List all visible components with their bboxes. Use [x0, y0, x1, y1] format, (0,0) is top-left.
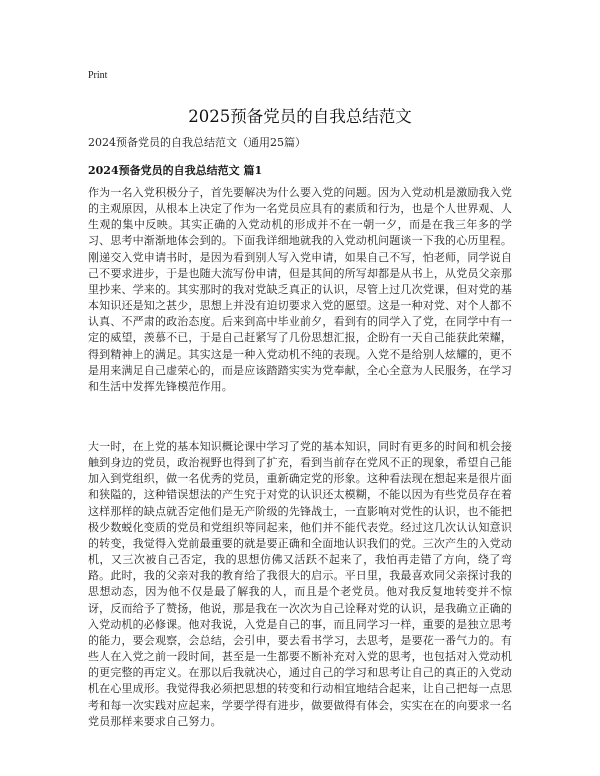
body-paragraph-1: 作为一名入党积极分子，首先要解决为什么要入党的问题。因为入党动机是激励我入党的主观原因，从根本上决定了作为一名党员应具有的素质和行为，也是个人世界观、人生观的集中反映。其实正确的入党动机的形成并不在一朝一夕，而是在我三年多的学习、思考中渐渐地体会到的。下面我详细地就我的入党动机问题谈一下我的心历里程。刚递交入党申请书时，是因为看到别人写入党申请，如果自己不写，怕老师，同学说自己不要求进步，于是也随大流写份申请，但是其间的所写却都是从书上，从党员父亲那里抄来、学来的。其实那时的我对党缺乏真正的认识，尽管上过几次党课，但对党的基本知识还是知之甚少，思想上并没有迫切要求入党的愿望。这是一种对党、对个人都不认真、不严肃的政治态度。后来到高中毕业前夕，看到有的同学入了党，在同学中有一定的威望，羡慕不已，于是自己赶紧写了几份思想汇报，企盼有一天自己能获此荣耀，得到精神上的满足。其实这是一种入党动机不纯的表现。入党不是给别人炫耀的，更不是用来满足自己虚荣心的，而是应该踏踏实实为党奉献，全心全意为人民服务，在学习和生活中发挥先锋模范作用。: [88, 186, 512, 393]
page-title: 2025预备党员的自我总结范文: [188, 107, 412, 126]
document-subtitle: 2024预备党员的自我总结范文（通用25篇）: [88, 136, 306, 149]
body-paragraph-2: 大一时，在上党的基本知识概论课中学习了党的基本知识，同时有更多的时间和机会接触到身边的党员，政治视野也得到了扩充，看到当前存在党风不正的现象，希望自己能加入到党组织，做一名优秀的党员，重新确定党的形象。这种看法现在想起来是很片面和狭隘的，这种错误想法的产生究于对党的认识还太模糊，不能以因为有些党员存在着这样那样的缺点就否定他们是无产阶级的先锋战士，一直影响对党性的认识，也不能把极少数蜕化变质的党员和党组织等同起来，他们并不能代表党。经过这几次认认知意识的转变，我觉得入党前最重要的就是要正确和全面地认识我们的党。三次产生的入党动机，又三次被自己否定，我的思想仿佛又活跃不起来了，我怕再走错了方向，绕了弯路。此时，我的父亲对我的教育给了我很大的启示。平日里，我最喜欢同父亲探讨我的思想动态，因为他不仅是最了解我的人，而且是个老党员。他对我反复地转变并不惊讶，反而给予了赞扬，他说，那是我在一次次为自己诠释对党的认识，是我确立正确的入党动机的必修课。他对我说，入党是自己的事，而且同学习一样，重要的是独立思考的能力，要会观察，会总结，会引申，要去看书学习，去思考，是要花一番气力的。有些人在入党之前一段时间，甚至是一生都要不断补充对入党的思考，也包括对入党动机的更完整的再定义。在那以后我就决心，通过自己的学习和思考让自己的真正的入党动机在心里成形。我觉得我必须把思想的转变和行动相宜地结合起来，让自己把每一点思考和每一次实践对应起来，学要学得有进步，做要做得有体会，实实在在的向要求一名党员那样来要求自己努力。: [88, 440, 512, 728]
section-heading: 2024预备党员的自我总结范文 篇1: [88, 164, 263, 177]
print-link[interactable]: Print: [88, 70, 108, 81]
